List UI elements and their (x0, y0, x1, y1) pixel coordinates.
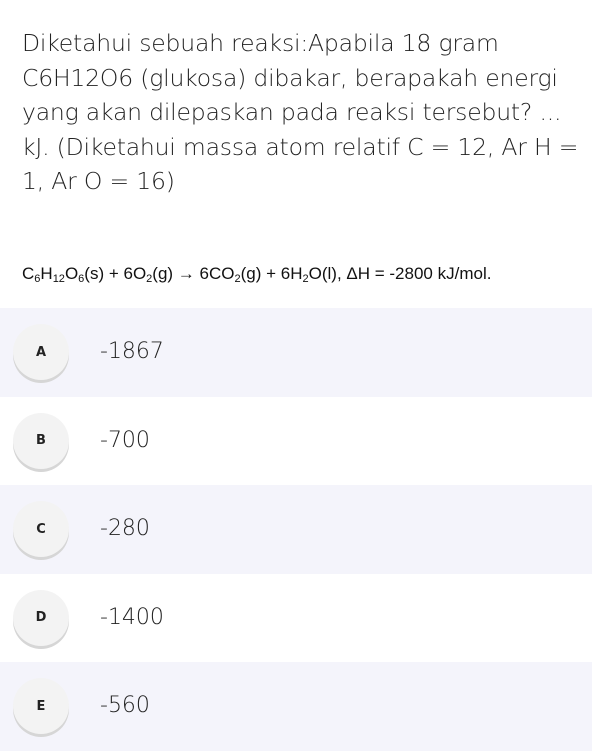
option-c-badge[interactable]: C (13, 501, 69, 557)
option-a-value: -1867 (100, 339, 164, 364)
eq-hydrogen-sub: 12 (52, 273, 65, 285)
eq-o2-sub: 2 (146, 273, 153, 285)
option-e[interactable] (0, 662, 592, 751)
eq-oxygen: O (64, 264, 79, 283)
question-text: Diketahui sebuah reaksi:Apabila 18 gram C6H12O6 (glukosa) dibakar, berapakah energi yang akan dilepaskan pada reaksi tersebut? ... kJ. (Diketahui massa atom relatif C = 12, Ar H = 1, Ar O = 16) (22, 29, 579, 195)
option-b[interactable] (0, 397, 592, 486)
option-b-badge[interactable]: B (13, 413, 69, 469)
eq-hydrogen: H (40, 264, 53, 283)
option-c[interactable] (0, 485, 592, 574)
option-d-badge[interactable]: D (13, 590, 69, 646)
option-e-value: -560 (100, 693, 150, 718)
eq-h2o-sub: 2 (302, 273, 309, 285)
eq-carbon-sub: 6 (34, 273, 41, 285)
eq-carbon: C (22, 264, 35, 283)
option-a-badge[interactable]: A (13, 324, 69, 380)
eq-part-2: (g) → 6CO (152, 264, 235, 283)
eq-part-3: (g) + 6H (240, 264, 303, 283)
option-d-value: -1400 (100, 604, 164, 630)
option-a[interactable] (0, 308, 592, 397)
eq-co2-sub: 2 (234, 273, 241, 285)
answer-options (0, 308, 592, 751)
reaction-equation (22, 262, 582, 286)
option-c-value: -280 (100, 516, 150, 541)
eq-part-1: (s) + 6O (84, 264, 147, 283)
option-b-value: -700 (100, 427, 150, 453)
option-e-badge[interactable]: E (13, 678, 69, 734)
eq-oxygen-sub: 6 (78, 273, 85, 285)
eq-part-4: O(l), ΔH = -2800 kJ/mol. (308, 264, 492, 283)
option-d[interactable] (0, 574, 592, 663)
